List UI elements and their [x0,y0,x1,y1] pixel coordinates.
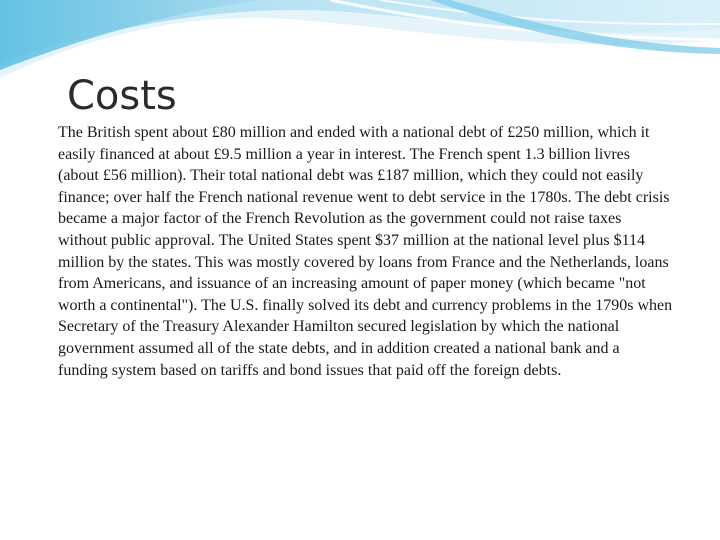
slide-body-text: The British spent about £80 million and ended with a national debt of £250 million, which it easily financed at about £9.5 million a year in interest. The French spent 1.3 billion livres (about £56 million). Their total national debt was £187 million, which they could not easily finance; over half the French national revenue went to debt service in the 1780s. The debt crisis became a major factor of the French Revolution as the government could not raise taxes without public approval. The United States spent $37 million at the national level plus $114 million by the states. This was mostly covered by loans from France and the Netherlands, loans from Americans, and issuance of an increasing amount of paper money (which became "not worth a continental"). The U.S. finally solved its debt and currency problems in the 1790s when Secretary of the Treasury Alexander Hamilton secured legislation by which the national government assumed all of the state debts, and in addition created a national bank and a funding system based on tariffs and bond issues that paid off the foreign debts. [58,124,673,379]
slide-title: Costs [67,73,177,119]
